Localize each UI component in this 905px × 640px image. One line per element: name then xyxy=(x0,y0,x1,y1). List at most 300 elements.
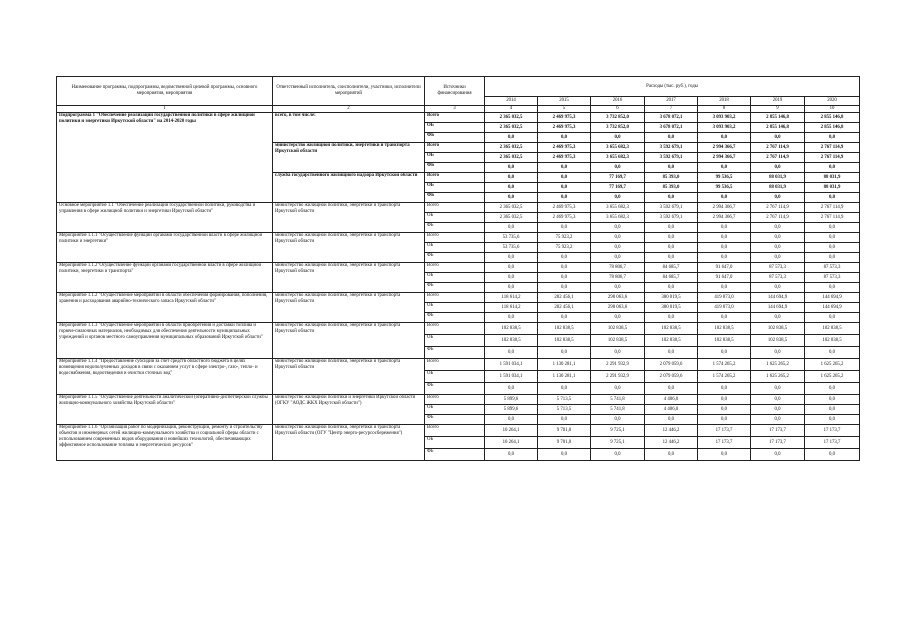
funding-source-cell: ОБ xyxy=(425,437,485,449)
amount-cell: 144 694,9 xyxy=(805,293,860,303)
amount-cell: 0,0 xyxy=(591,233,645,243)
amount-cell: 2 469 975,3 xyxy=(538,113,591,123)
amount-cell: 88 031,9 xyxy=(805,183,860,193)
amount-cell: 3 655 682,3 xyxy=(591,203,645,213)
funding-source-cell: ФБ xyxy=(425,449,485,461)
amount-cell: 0,0 xyxy=(698,383,751,395)
header-program-name: Наименование программы, подпрограммы, ведомственной целевой программы, основного мероприятия, мероприятия xyxy=(57,77,273,106)
amount-cell: 0,0 xyxy=(645,283,698,293)
executor-cell: министерство жилищной политики, энергетики и транспорта Иркутской области xyxy=(273,263,425,293)
amount-cell: 9 701,0 xyxy=(538,425,591,437)
amount-cell: 1 625 265,2 xyxy=(751,371,805,383)
amount-cell: 0,0 xyxy=(591,347,645,359)
amount-cell: 91 647,0 xyxy=(698,273,751,283)
amount-cell: 3 592 679,1 xyxy=(645,153,698,163)
amount-cell: 3 592 679,1 xyxy=(645,143,698,153)
header-column-index: 6 xyxy=(591,106,645,113)
amount-cell: 0,0 xyxy=(805,243,860,253)
amount-cell: 0,0 xyxy=(698,233,751,243)
table-row xyxy=(57,113,860,123)
amount-cell: 0,0 xyxy=(698,395,751,405)
amount-cell: 0,0 xyxy=(591,283,645,293)
amount-cell: 0,0 xyxy=(645,253,698,263)
amount-cell: 0,0 xyxy=(485,263,538,273)
program-name-cell: Мероприятие 1.1.1 "Осуществление функций органами государственной власти в сфере жилищной политики и энергетики" xyxy=(57,233,273,263)
program-name-cell: Мероприятие 1.1.2 "Осуществление мероприятий в области обеспечения формирования, пополнения, хранения и расходования аварийно-технического запаса Иркутской области" xyxy=(57,293,273,323)
amount-cell: 419 873,0 xyxy=(698,303,751,313)
amount-cell: 1 625 265,2 xyxy=(805,359,860,371)
amount-cell: 0,0 xyxy=(805,449,860,461)
amount-cell: 0,0 xyxy=(591,243,645,253)
amount-cell: 0,0 xyxy=(538,163,591,173)
header-year-2020: 2020 xyxy=(805,97,860,106)
executor-cell: министерство жилищной политики, энергетики и транспорта Иркутской области xyxy=(273,203,425,233)
amount-cell: 0,0 xyxy=(751,405,805,415)
amount-cell: 1 574 265,2 xyxy=(698,371,751,383)
amount-cell: 0,0 xyxy=(698,243,751,253)
amount-cell: 0,0 xyxy=(698,223,751,233)
amount-cell: 3 655 682,3 xyxy=(591,213,645,223)
header-year-2017: 2017 xyxy=(645,97,698,106)
amount-cell: 0,0 xyxy=(485,173,538,183)
amount-cell: 0,0 xyxy=(645,193,698,203)
amount-cell: 0,0 xyxy=(805,283,860,293)
funding-source-cell: ФБ xyxy=(425,383,485,395)
header-year-2016: 2016 xyxy=(591,97,645,106)
amount-cell: 3 655 682,3 xyxy=(591,143,645,153)
amount-cell: 3 093 903,2 xyxy=(698,123,751,133)
amount-cell: 10 264,1 xyxy=(485,425,538,437)
amount-cell: 0,0 xyxy=(485,183,538,193)
amount-cell: 2 767 114,9 xyxy=(751,143,805,153)
amount-cell: 102 838,5 xyxy=(485,335,538,347)
amount-cell: 2 469 975,3 xyxy=(538,203,591,213)
program-expenses-table xyxy=(56,76,860,461)
amount-cell: 78 806,7 xyxy=(591,263,645,273)
executor-cell: министерство жилищной политики, энергетики и транспорта Иркутской области xyxy=(273,293,425,323)
amount-cell: 0,0 xyxy=(485,223,538,233)
budget-document-page xyxy=(56,76,859,461)
amount-cell: 102 838,5 xyxy=(805,323,860,335)
amount-cell: 77 169,7 xyxy=(591,183,645,193)
amount-cell: 5 741,8 xyxy=(591,395,645,405)
amount-cell: 1 591 034,1 xyxy=(485,359,538,371)
amount-cell: 0,0 xyxy=(645,163,698,173)
amount-cell: 2 994 366,7 xyxy=(698,143,751,153)
amount-cell: 2 365 032,5 xyxy=(485,203,538,213)
amount-cell: 0,0 xyxy=(645,383,698,395)
amount-cell: 84 685,7 xyxy=(645,263,698,273)
amount-cell: 0,0 xyxy=(751,223,805,233)
amount-cell: 87 573,3 xyxy=(805,273,860,283)
amount-cell: 0,0 xyxy=(538,193,591,203)
amount-cell: 102 838,5 xyxy=(591,323,645,335)
amount-cell: 0,0 xyxy=(591,449,645,461)
funding-source-cell: Всего xyxy=(425,173,485,183)
amount-cell: 0,0 xyxy=(805,223,860,233)
amount-cell: 2 767 114,9 xyxy=(805,143,860,153)
amount-cell: 0,0 xyxy=(485,253,538,263)
executor-cell: министерство жилищной политики, энергетики и транспорта Иркутской области xyxy=(273,233,425,263)
amount-cell: 0,0 xyxy=(751,347,805,359)
amount-cell: 102 838,5 xyxy=(751,335,805,347)
amount-cell: 0,0 xyxy=(751,383,805,395)
amount-cell: 0,0 xyxy=(805,133,860,143)
amount-cell: 2 291 932,9 xyxy=(591,371,645,383)
header-column-index: 1 xyxy=(57,106,273,113)
amount-cell: 2 855 146,8 xyxy=(751,123,805,133)
amount-cell: 0,0 xyxy=(805,313,860,323)
amount-cell: 5 899,6 xyxy=(485,405,538,415)
amount-cell: 1 625 265,2 xyxy=(805,371,860,383)
program-name-cell: Мероприятие 1.1.6 "Организация работ по модернизации, реконструкции, ремонту и строительству объектов и инженерных сетей жилищно-коммунального хозяйства и социальной сферы области с использованием современных видов оборудования и новейших технологий, обеспечивающих эффективное использование топлива и энергетических ресурсов" xyxy=(57,425,273,461)
amount-cell: 9 725,1 xyxy=(591,425,645,437)
amount-cell: 0,0 xyxy=(805,193,860,203)
funding-source-cell: ОБ xyxy=(425,243,485,253)
amount-cell: 0,0 xyxy=(538,253,591,263)
amount-cell: 0,0 xyxy=(485,383,538,395)
amount-cell: 0,0 xyxy=(751,449,805,461)
amount-cell: 0,0 xyxy=(485,449,538,461)
amount-cell: 0,0 xyxy=(751,415,805,425)
amount-cell: 10 264,1 xyxy=(485,437,538,449)
amount-cell: 0,0 xyxy=(751,283,805,293)
executor-cell: всего, в том числе: xyxy=(273,113,425,143)
amount-cell: 1 591 034,1 xyxy=(485,371,538,383)
amount-cell: 0,0 xyxy=(538,223,591,233)
table-row xyxy=(57,425,860,437)
amount-cell: 0,0 xyxy=(538,263,591,273)
amount-cell: 102 838,5 xyxy=(645,323,698,335)
executor-cell: министерство жилищной политики, энергетики и транспорта Иркутской области xyxy=(273,359,425,395)
amount-cell: 3 732 852,0 xyxy=(591,123,645,133)
amount-cell: 99 536,5 xyxy=(698,173,751,183)
funding-source-cell: Всего xyxy=(425,425,485,437)
amount-cell: 0,0 xyxy=(805,253,860,263)
amount-cell: 0,0 xyxy=(805,347,860,359)
amount-cell: 17 173,7 xyxy=(698,437,751,449)
amount-cell: 144 694,9 xyxy=(805,303,860,313)
funding-source-cell: Всего xyxy=(425,113,485,123)
amount-cell: 0,0 xyxy=(698,449,751,461)
amount-cell: 84 685,7 xyxy=(645,273,698,283)
amount-cell: 0,0 xyxy=(538,347,591,359)
program-name-cell: Основное мероприятие 1.1 "Обеспечение реализации государственной политики, руководства и управления в сфере жилищной политики и энергетики Иркутской области" xyxy=(57,203,273,233)
amount-cell: 0,0 xyxy=(805,415,860,425)
amount-cell: 0,0 xyxy=(538,415,591,425)
amount-cell: 2 079 059,6 xyxy=(645,359,698,371)
amount-cell: 0,0 xyxy=(698,347,751,359)
amount-cell: 102 838,5 xyxy=(751,323,805,335)
funding-source-cell: ОБ xyxy=(425,303,485,313)
amount-cell: 2 291 932,9 xyxy=(591,359,645,371)
header-column-index: 5 xyxy=(538,106,591,113)
amount-cell: 9 725,1 xyxy=(591,437,645,449)
executor-cell: министерство жилищной политики и энергетики Иркутской области (ОГКУ "АОДС ЖКХ Иркутской области") xyxy=(273,395,425,425)
amount-cell: 0,0 xyxy=(751,313,805,323)
funding-source-cell: ОБ xyxy=(425,371,485,383)
amount-cell: 0,0 xyxy=(698,193,751,203)
amount-cell: 0,0 xyxy=(485,313,538,323)
amount-cell: 5 713,5 xyxy=(538,395,591,405)
amount-cell: 2 994 366,7 xyxy=(698,213,751,223)
table-row xyxy=(57,233,860,243)
funding-source-cell: ОБ xyxy=(425,335,485,347)
amount-cell: 88 031,9 xyxy=(751,173,805,183)
funding-source-cell: ФБ xyxy=(425,283,485,293)
amount-cell: 17 173,7 xyxy=(751,437,805,449)
amount-cell: 419 873,0 xyxy=(698,293,751,303)
table-row xyxy=(57,395,860,405)
header-column-index: 10 xyxy=(805,106,860,113)
amount-cell: 0,0 xyxy=(698,405,751,415)
amount-cell: 9 701,0 xyxy=(538,437,591,449)
amount-cell: 12 446,2 xyxy=(645,437,698,449)
program-name-cell: Мероприятие 1.1.5 "Осуществление деятельности аналитической (оперативно-диспетчерской службы жилищно-коммунального хозяйства Иркутской области" xyxy=(57,395,273,425)
amount-cell: 2 855 146,8 xyxy=(805,113,860,123)
header-column-index: 2 xyxy=(273,106,425,113)
amount-cell: 102 838,5 xyxy=(645,335,698,347)
amount-cell: 0,0 xyxy=(645,243,698,253)
funding-source-cell: ФБ xyxy=(425,313,485,323)
amount-cell: 102 838,5 xyxy=(698,335,751,347)
executor-cell: служба государственного жилищного надзора Иркутской области xyxy=(273,173,425,203)
amount-cell: 0,0 xyxy=(591,163,645,173)
amount-cell: 2 365 032,5 xyxy=(485,113,538,123)
funding-source-cell: ОБ xyxy=(425,213,485,223)
header-executor: Ответственный исполнитель, соисполнители, участники, исполнители мероприятий xyxy=(273,77,425,106)
header-column-index: 9 xyxy=(751,106,805,113)
amount-cell: 5 741,8 xyxy=(591,405,645,415)
amount-cell: 102 838,5 xyxy=(698,323,751,335)
amount-cell: 17 173,7 xyxy=(805,437,860,449)
amount-cell: 144 694,9 xyxy=(751,293,805,303)
amount-cell: 0,0 xyxy=(751,395,805,405)
funding-source-cell: Всего xyxy=(425,233,485,243)
header-column-index: 8 xyxy=(698,106,751,113)
amount-cell: 0,0 xyxy=(751,193,805,203)
amount-cell: 75 923,2 xyxy=(538,233,591,243)
amount-cell: 3 592 679,1 xyxy=(645,203,698,213)
amount-cell: 0,0 xyxy=(751,253,805,263)
amount-cell: 0,0 xyxy=(805,405,860,415)
amount-cell: 85 393,0 xyxy=(645,183,698,193)
amount-cell: 2 767 114,9 xyxy=(805,213,860,223)
funding-source-cell: ФБ xyxy=(425,193,485,203)
amount-cell: 17 173,7 xyxy=(805,425,860,437)
table-row xyxy=(57,323,860,335)
header-year-2014: 2014 xyxy=(485,97,538,106)
funding-source-cell: ОБ xyxy=(425,273,485,283)
amount-cell: 0,0 xyxy=(591,133,645,143)
amount-cell: 0,0 xyxy=(591,193,645,203)
header-funding-source: Источники финансирования xyxy=(425,77,485,106)
amount-cell: 0,0 xyxy=(645,133,698,143)
amount-cell: 2 767 114,9 xyxy=(751,213,805,223)
amount-cell: 0,0 xyxy=(485,193,538,203)
program-name-cell: Мероприятие 1.1.2"Осуществление функций органами государственной власти в сфере жилищной политики, энергетики и транспорта" xyxy=(57,263,273,293)
amount-cell: 0,0 xyxy=(538,283,591,293)
amount-cell: 102 838,5 xyxy=(805,335,860,347)
amount-cell: 0,0 xyxy=(751,163,805,173)
amount-cell: 298 063,6 xyxy=(591,303,645,313)
executor-cell: министерство жилищной политики, энергетики и транспорта Иркутской области xyxy=(273,143,425,173)
amount-cell: 282 456,1 xyxy=(538,293,591,303)
amount-cell: 0,0 xyxy=(591,313,645,323)
funding-source-cell: Всего xyxy=(425,263,485,273)
amount-cell: 3 093 903,2 xyxy=(698,113,751,123)
amount-cell: 0,0 xyxy=(698,283,751,293)
table-row xyxy=(57,293,860,303)
amount-cell: 17 173,7 xyxy=(698,425,751,437)
amount-cell: 0,0 xyxy=(645,415,698,425)
amount-cell: 2 767 114,9 xyxy=(751,153,805,163)
amount-cell: 53 735,6 xyxy=(485,233,538,243)
amount-cell: 144 694,9 xyxy=(751,303,805,313)
funding-source-cell: ОБ xyxy=(425,183,485,193)
funding-source-cell: ОБ xyxy=(425,405,485,415)
amount-cell: 0,0 xyxy=(485,415,538,425)
amount-cell: 0,0 xyxy=(645,233,698,243)
amount-cell: 85 393,0 xyxy=(645,173,698,183)
amount-cell: 2 365 032,5 xyxy=(485,213,538,223)
amount-cell: 0,0 xyxy=(538,383,591,395)
amount-cell: 75 923,2 xyxy=(538,243,591,253)
amount-cell: 0,0 xyxy=(805,395,860,405)
amount-cell: 1 625 265,2 xyxy=(751,359,805,371)
amount-cell: 0,0 xyxy=(698,253,751,263)
funding-source-cell: Всего xyxy=(425,323,485,335)
amount-cell: 0,0 xyxy=(538,273,591,283)
amount-cell: 88 031,9 xyxy=(751,183,805,193)
funding-source-cell: ОБ xyxy=(425,123,485,133)
funding-source-cell: ФБ xyxy=(425,415,485,425)
amount-cell: 2 469 975,3 xyxy=(538,213,591,223)
amount-cell: 1 130 281,1 xyxy=(538,371,591,383)
amount-cell: 3 592 679,1 xyxy=(645,213,698,223)
funding-source-cell: Всего xyxy=(425,143,485,153)
program-name-cell: Мероприятие 1.1.3 "Осуществление мероприятий в области приобретения и доставки топлива и горюче-смазочных материалов, необходимых для обеспечения деятельности муниципальных учреждений и органов местного самоуправления муниципальных образований Иркутской области" xyxy=(57,323,273,359)
amount-cell: 2 855 146,8 xyxy=(751,113,805,123)
header-year-2018: 2018 xyxy=(698,97,751,106)
program-name-cell: Подпрограмма 1 "Обеспечение реализации государственной политики в сфере жилищной политики и энергетики Иркутской области" на 2014-2020 годы xyxy=(57,113,273,203)
amount-cell: 4 406,0 xyxy=(645,395,698,405)
amount-cell: 2 994 366,7 xyxy=(698,203,751,213)
amount-cell: 0,0 xyxy=(538,183,591,193)
amount-cell: 0,0 xyxy=(805,233,860,243)
amount-cell: 17 173,7 xyxy=(751,425,805,437)
table-row xyxy=(57,359,860,371)
amount-cell: 5 713,5 xyxy=(538,405,591,415)
amount-cell: 0,0 xyxy=(538,449,591,461)
amount-cell: 0,0 xyxy=(538,173,591,183)
amount-cell: 2 365 032,5 xyxy=(485,153,538,163)
program-name-cell: Мероприятие 1.1.4 "Предоставление субсидий за счет средств областного бюджета в целях возмещения недополученных доходов в связи с оказанием услуг в сфере электро-, газо-, тепло- и водоснабжения, водоотведения и очистки сточных вод" xyxy=(57,359,273,395)
amount-cell: 2 767 114,9 xyxy=(751,203,805,213)
amount-cell: 298 063,6 xyxy=(591,293,645,303)
funding-source-cell: ФБ xyxy=(425,223,485,233)
amount-cell: 0,0 xyxy=(645,347,698,359)
amount-cell: 118 614,2 xyxy=(485,293,538,303)
amount-cell: 0,0 xyxy=(698,313,751,323)
amount-cell: 1 130 281,1 xyxy=(538,359,591,371)
amount-cell: 0,0 xyxy=(485,283,538,293)
amount-cell: 102 838,5 xyxy=(591,335,645,347)
funding-source-cell: Всего xyxy=(425,359,485,371)
funding-source-cell: ОБ xyxy=(425,153,485,163)
amount-cell: 0,0 xyxy=(698,163,751,173)
table-row xyxy=(57,263,860,273)
amount-cell: 2 994 366,7 xyxy=(698,153,751,163)
amount-cell: 102 838,5 xyxy=(538,323,591,335)
amount-cell: 380 019,5 xyxy=(645,303,698,313)
amount-cell: 0,0 xyxy=(751,233,805,243)
amount-cell: 0,0 xyxy=(805,383,860,395)
amount-cell: 0,0 xyxy=(485,273,538,283)
header-year-2019: 2019 xyxy=(751,97,805,106)
amount-cell: 99 536,5 xyxy=(698,183,751,193)
header-column-index: 7 xyxy=(645,106,698,113)
amount-cell: 2 365 032,5 xyxy=(485,123,538,133)
amount-cell: 77 169,7 xyxy=(591,173,645,183)
funding-source-cell: ФБ xyxy=(425,163,485,173)
amount-cell: 0,0 xyxy=(591,223,645,233)
amount-cell: 0,0 xyxy=(645,223,698,233)
amount-cell: 2 767 114,9 xyxy=(805,153,860,163)
amount-cell: 0,0 xyxy=(591,415,645,425)
funding-source-cell: ФБ xyxy=(425,347,485,359)
amount-cell: 0,0 xyxy=(805,163,860,173)
amount-cell: 2 469 975,3 xyxy=(538,123,591,133)
amount-cell: 102 838,5 xyxy=(538,335,591,347)
amount-cell: 87 573,3 xyxy=(751,273,805,283)
amount-cell: 2 767 114,9 xyxy=(805,203,860,213)
amount-cell: 0,0 xyxy=(591,253,645,263)
funding-source-cell: Всего xyxy=(425,293,485,303)
amount-cell: 12 446,2 xyxy=(645,425,698,437)
funding-source-cell: ФБ xyxy=(425,133,485,143)
amount-cell: 0,0 xyxy=(751,243,805,253)
amount-cell: 0,0 xyxy=(698,133,751,143)
amount-cell: 3 655 682,3 xyxy=(591,153,645,163)
executor-cell: министерство жилищной политики, энергетики и транспорта Иркутской области (ОГУ "Центр энерго-ресурсосбережения") xyxy=(273,425,425,461)
amount-cell: 3 732 852,0 xyxy=(591,113,645,123)
funding-source-cell: ФБ xyxy=(425,253,485,263)
header-expenses: Расходы (тыс. руб.), годы xyxy=(485,77,860,97)
amount-cell: 3 678 072,1 xyxy=(645,123,698,133)
amount-cell: 2 469 975,3 xyxy=(538,153,591,163)
amount-cell: 102 838,5 xyxy=(485,323,538,335)
header-year-2015: 2015 xyxy=(538,97,591,106)
funding-source-cell: Всего xyxy=(425,203,485,213)
amount-cell: 0,0 xyxy=(485,133,538,143)
amount-cell: 5 899,6 xyxy=(485,395,538,405)
amount-cell: 0,0 xyxy=(538,313,591,323)
amount-cell: 0,0 xyxy=(591,383,645,395)
executor-cell: министерство жилищной политики, энергетики и транспорта Иркутской области xyxy=(273,323,425,359)
amount-cell: 3 678 072,1 xyxy=(645,113,698,123)
amount-cell: 0,0 xyxy=(698,415,751,425)
amount-cell: 0,0 xyxy=(485,163,538,173)
header-column-index: 4 xyxy=(485,106,538,113)
amount-cell: 53 735,6 xyxy=(485,243,538,253)
amount-cell: 380 019,5 xyxy=(645,293,698,303)
amount-cell: 91 647,0 xyxy=(698,263,751,273)
amount-cell: 0,0 xyxy=(751,133,805,143)
funding-source-cell: Всего xyxy=(425,395,485,405)
amount-cell: 2 469 975,3 xyxy=(538,143,591,153)
amount-cell: 2 365 032,5 xyxy=(485,143,538,153)
